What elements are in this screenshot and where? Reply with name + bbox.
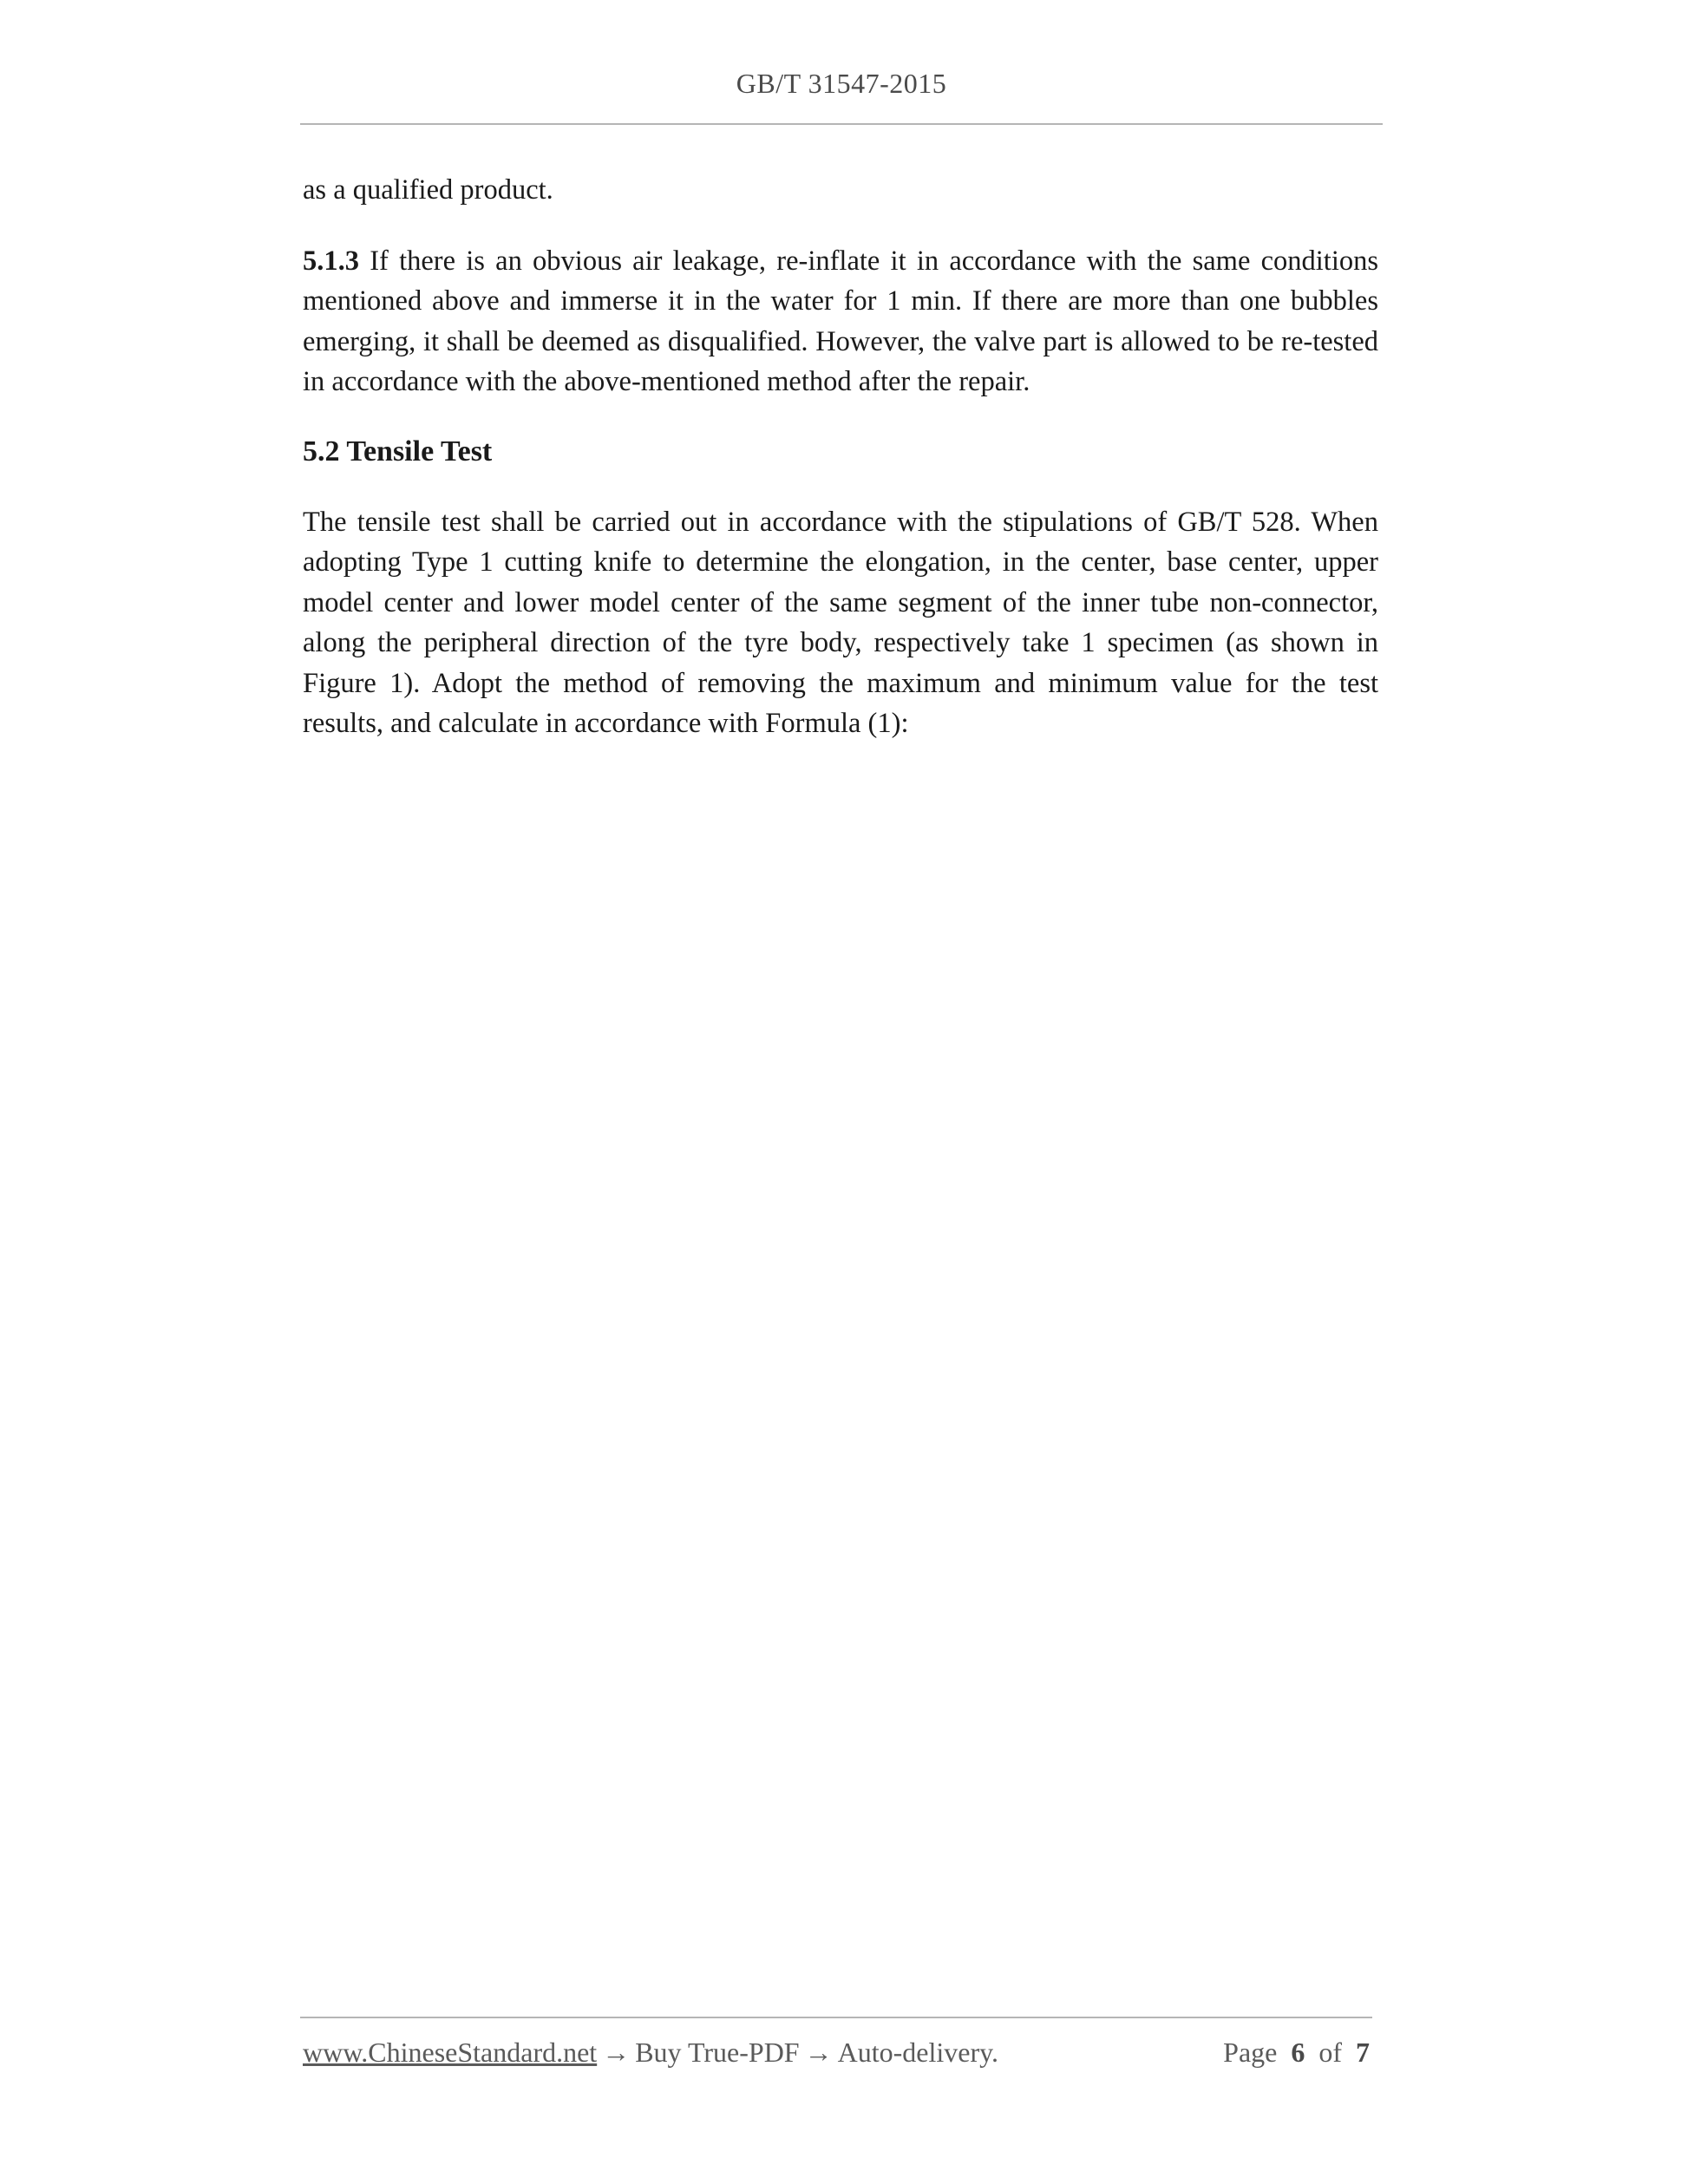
page-label: Page bbox=[1223, 2037, 1278, 2068]
website-link[interactable]: www.ChineseStandard.net bbox=[303, 2037, 598, 2068]
clause-number: 5.1.3 bbox=[303, 245, 359, 277]
auto-delivery-text: Auto-delivery. bbox=[837, 2037, 999, 2068]
footer-promo bbox=[303, 2037, 998, 2069]
section-heading: 5.2 Tensile Test bbox=[303, 435, 493, 468]
running-header: GB/T 31547-2015 bbox=[736, 68, 947, 99]
clause-text: If there is an obvious air leakage, re-inflate it in accordance with the same conditions mentioned above and immerse it in the water for 1 min. If there are more than one bubbles emerging, it shall be deemed as disqualified. However, the valve part is allowed to be re-tested in accordance with the above-mentioned method after the repair. bbox=[303, 245, 1378, 397]
footer-divider bbox=[300, 2017, 1372, 2018]
header-divider bbox=[300, 123, 1383, 125]
page-current: 6 bbox=[1291, 2037, 1305, 2068]
buy-pdf-text: Buy True-PDF bbox=[635, 2037, 800, 2068]
page-number bbox=[1223, 2037, 1370, 2069]
arrow-right-icon: → bbox=[804, 2037, 833, 2068]
arrow-right-icon: → bbox=[602, 2037, 631, 2068]
page-body bbox=[303, 170, 1378, 744]
page-total: 7 bbox=[1356, 2037, 1370, 2068]
page-of: of bbox=[1318, 2037, 1342, 2068]
continued-paragraph: as a qualified product. bbox=[303, 174, 553, 206]
tensile-test-paragraph: The tensile test shall be carried out in accordance with the stipulations of GB/T 528. When adopting Type 1 cutting knife to determine the elongation, in the center, base center, upper model center and lower model center of the same segment of the inner tube non-connector, along the peripheral direction of the tyre body, respectively take 1 specimen (as shown in Figure 1). Adopt the method of removing the maximum and minimum value for the test results, and calculate in accordance with Formula (1): bbox=[303, 506, 1378, 739]
clause-5-1-3 bbox=[303, 241, 1378, 402]
